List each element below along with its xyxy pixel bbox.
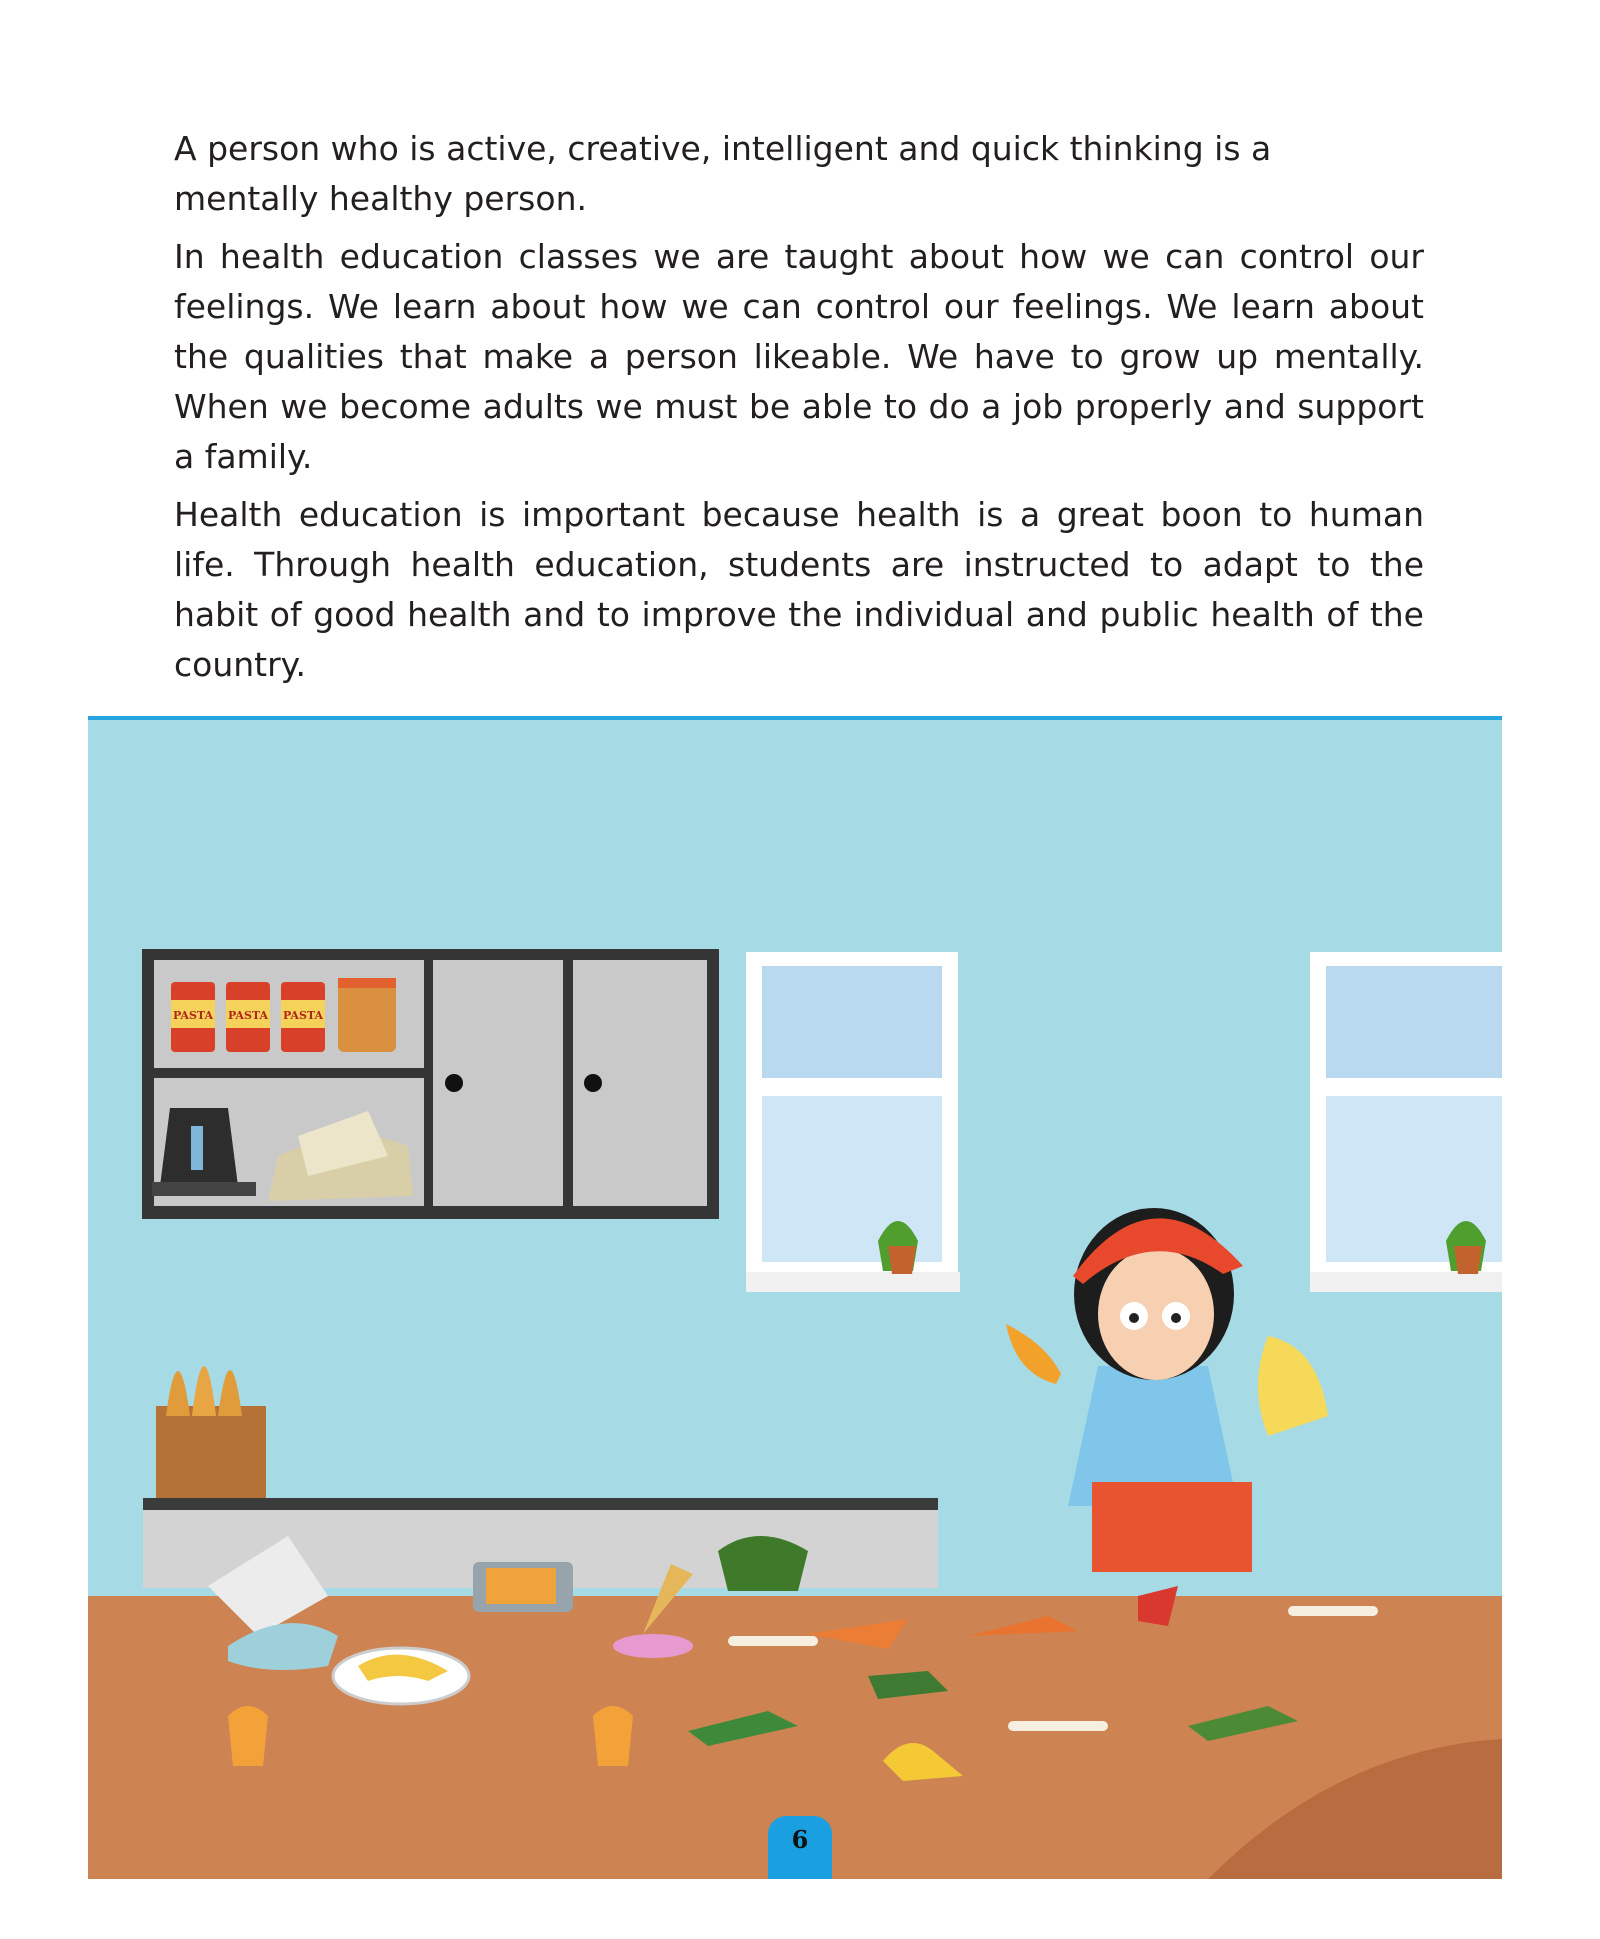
can-label-3: PASTA xyxy=(282,1009,324,1022)
page-number-tab xyxy=(768,1816,832,1879)
kitchen-scene xyxy=(88,716,1502,1879)
paragraph-2: In health education classes we are taught about how we can control our feelings. We learn about how we can control our feelings. We learn about the qualities that make a person likeable. We have to grow up mentally. When we become adults we must be able to do a job properly and support a family. xyxy=(174,237,1424,476)
paragraph-1: A person who is active, creative, intelligent and quick thinking is a mentally healthy person. xyxy=(174,129,1272,218)
paragraph-3: Health education is important because health is a great boon to human life. Through health education, students are instructed to adapt to the habit of good health and to improve the individual and public health of the country. xyxy=(174,495,1424,684)
wall-cabinet xyxy=(142,949,719,1219)
can-label-2: PASTA xyxy=(227,1009,269,1022)
window-left xyxy=(746,952,960,1292)
messy-kitchen-illustration xyxy=(88,716,1502,1879)
body-text xyxy=(174,124,1424,698)
window-right xyxy=(1310,952,1502,1292)
page-number: 6 xyxy=(791,1825,809,1854)
top-divider xyxy=(88,716,1502,720)
can-label-1: PASTA xyxy=(172,1009,214,1022)
